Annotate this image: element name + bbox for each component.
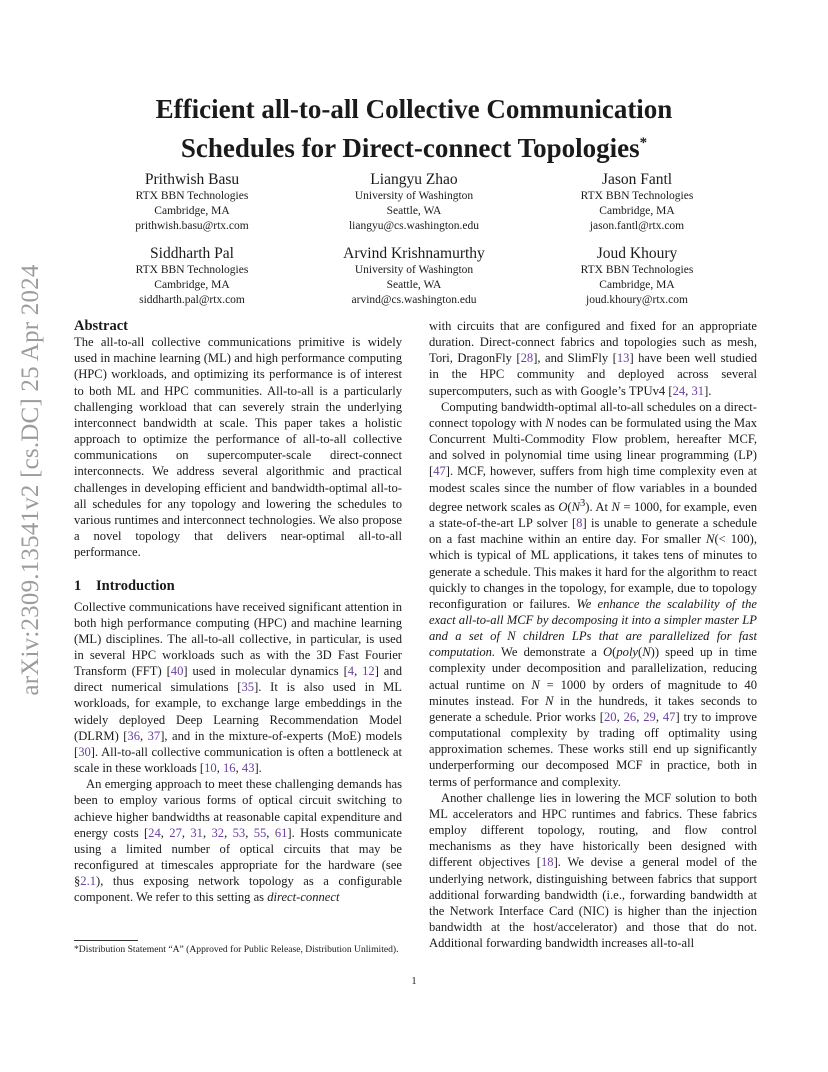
title-line-1: Efficient all-to-all Collective Communication <box>155 94 673 124</box>
arxiv-sidebar <box>6 264 56 696</box>
author-email: prithwish.basu@rtx.com <box>135 219 249 232</box>
section-number: 1 <box>74 578 82 595</box>
author-name: Joud Khoury <box>596 245 678 262</box>
author-name: Liangyu Zhao <box>370 171 458 188</box>
author-block <box>527 244 747 307</box>
author-affiliation: RTX BBN Technologies <box>580 264 694 276</box>
section-title: Introduction <box>96 578 175 595</box>
author-block <box>527 170 747 233</box>
author-affiliation: RTX BBN Technologies <box>135 190 249 202</box>
author-name: Siddharth Pal <box>150 245 234 262</box>
left-column <box>74 318 402 905</box>
intro-paragraph-4: Another challenge lies in lowering the MCF solution to both ML accelerators and HPC runtimes and fabrics. These fabrics employ different topology, routing, and flow control mechanisms as they have historically been designed with different objectives [18]. We devise a general model of the underlying network, distinguishing between fabrics that support additional forwarding bandwidth (i.e., forwarding bandwidth at the Network Interface Card (NIC) is higher than the injection bandwidth at the host/accelerator) and those that do not. Additional forwarding bandwidth increases all-to-all <box>429 790 757 951</box>
footnote-rule <box>74 940 138 941</box>
author-name: Prithwish Basu <box>144 171 240 188</box>
author-location: Seattle, WA <box>386 278 442 291</box>
title-footnote-mark: * <box>639 135 648 151</box>
paper-title <box>74 92 754 165</box>
intro-paragraph-1: Collective communications have received significant attention in both high performance computing (HPC) and machine learning (ML) disciplines. The all-to-all collective, in particular, is used in several HPC workloads such as with the 3D Fast Fourier Transform (FFT) [40] used in molecular dynamics [4, 12] and direct numerical simulations [35]. It is also used in ML workloads, for example, to exchange large embeddings in the widely deployed Deep Learning Recommendation Model (DLRM) [36, 37], and in the mixture-of-experts (MoE) models [30]. All-to-all collective communication is often a bottleneck at scale in these workloads [10, 16, 43]. <box>74 599 403 776</box>
author-block <box>82 244 302 307</box>
author-affiliation: University of Washington <box>354 264 474 276</box>
author-location: Cambridge, MA <box>154 278 230 291</box>
author-email: arvind@cs.washington.edu <box>351 293 477 306</box>
author-email: jason.fantl@rtx.com <box>589 219 685 232</box>
section-heading-introduction <box>74 578 402 594</box>
author-affiliation: RTX BBN Technologies <box>580 190 694 202</box>
author-block <box>304 244 524 307</box>
abstract-heading: Abstract <box>74 318 128 334</box>
intro-paragraph-2-cont: with circuits that are configured and fixed for an appropriate duration. Direct-connect fabrics and topologies such as mesh, Tori, DragonFly [28], and SlimFly [13] have been well studied in the HPC community and deployed across several supercomputers, such as with Google’s TPUv4 [24, 31]. <box>429 319 757 398</box>
author-name: Jason Fantl <box>601 171 673 188</box>
intro-paragraph-3: Computing bandwidth-optimal all-to-all schedules on a direct-connect topology with N nodes can be formulated using the Max Concurrent Multi-Commodity Flow problem, hereafter MCF, and solved in polynomial time using linear programming (LP) [47]. MCF, however, suffers from high time complexity even at modest scales since the number of flow variables in a bounded degree network scales as $O(N^3)$. At N = 1000, for example, even a state-of-the-art LP solver [8] is unable to generate a schedule on a fast machine within an entire day. For smaller N(< 100), which is typical of ML applications, it takes tens of minutes to generate a schedule. This makes it hard for the algorithm to react quickly to changes in the topology, for example, due to topology reconfiguration or failures. We enhance the scalability of the exact all-to-all MCF by decomposing it into a simpler master LP and a set of N children LPs that are parallelized for fast computation. We demonstrate a O(poly(N)) speed up in time complexity under decomposition and parallelization, reducing actual runtime on N = 1000 by orders of magnitude to 40 minutes instead. For N in the hundreds, it takes seconds to generate a schedule. Prior works [20, 26, 29, 47] try to improve computational complexity by trading off optimality using approximation schemes. These works still end up significantly underperforming our decomposed MCF in practice, both in terms of performance and complexity. <box>429 399 758 789</box>
title-line-2: Schedules for Direct-connect Topologies <box>180 133 640 163</box>
arxiv-identifier: arXiv:2309.13541v2 [cs.DC] 25 Apr 2024 <box>17 264 44 696</box>
author-location: Seattle, WA <box>386 204 442 217</box>
author-name: Arvind Krishnamurthy <box>343 245 485 262</box>
right-column <box>429 318 757 951</box>
author-email: liangyu@cs.washington.edu <box>348 219 480 232</box>
abstract-text: The all-to-all collective communications primitive is widely used in machine learning (ML) and high performance computing (HPC) workloads, and optimizing its performance is of interest to both ML and HPC communities. All-to-all is a particularly challenging workload that can severely strain the underlying interconnect bandwidth at scale. This paper takes a holistic approach to optimize the performance of all-to-all collective communications on supercomputer-scale direct-connect interconnects. We address several algorithmic and practical challenges in developing efficient and bandwidth-optimal all-to-all schedules for any topology and lowering the schedules to various runtimes and interconnect technologies. We also propose a novel topology that delivers near-optimal all-to-all performance. <box>74 335 402 560</box>
author-affiliation: University of Washington <box>354 190 474 202</box>
page-number: 1 <box>411 976 417 987</box>
author-email: joud.khoury@rtx.com <box>586 293 688 306</box>
author-location: Cambridge, MA <box>599 278 675 291</box>
author-email: siddharth.pal@rtx.com <box>139 293 245 306</box>
author-location: Cambridge, MA <box>599 204 675 217</box>
author-location: Cambridge, MA <box>154 204 230 217</box>
author-affiliation: RTX BBN Technologies <box>135 264 249 276</box>
author-block <box>82 170 302 233</box>
author-block <box>304 170 524 233</box>
intro-paragraph-2: An emerging approach to meet these challenging demands has been to employ various forms of optical circuit switching to achieve higher bandwidths at reasonable capital expenditure and energy costs [24, 27, 31, 32, 53, 55, 61]. Hosts communicate using a limited number of optical circuits that may be reconfigured at timescales appropriate for the hardware (see §2.1), thus exposing network topology as a configurable component. We refer to this setting as direct-connect <box>74 777 403 905</box>
footnote: *Distribution Statement “A” (Approved for Public Release, Distribution Unlimited). <box>74 944 399 955</box>
